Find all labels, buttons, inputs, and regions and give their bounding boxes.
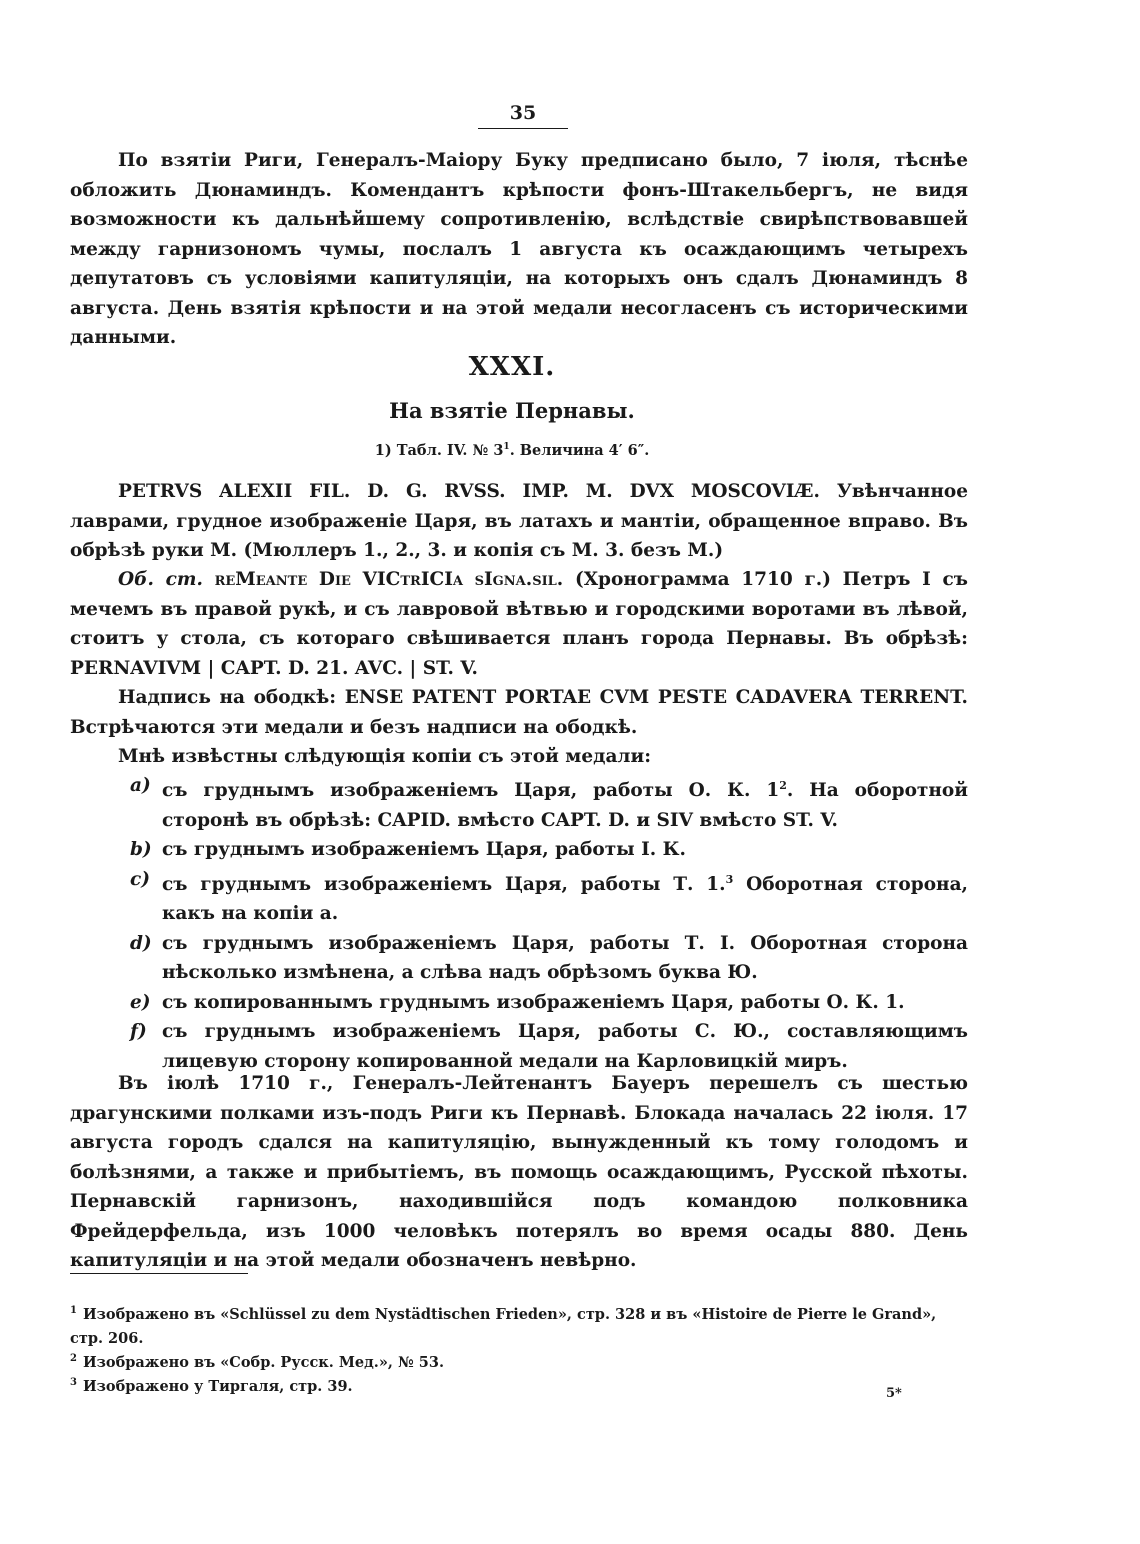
footnote-mark: 3	[70, 1377, 77, 1388]
footnote-mark: 1	[70, 1305, 77, 1316]
reverse-label: Об. ст.	[118, 569, 203, 590]
reverse-legend: reMeante Die VICtrICIa sIgna.sil.	[214, 569, 564, 590]
copy-text: съ груднымъ изображеніемъ Царя, работы Т. 1.	[162, 873, 726, 895]
meta-suffix: . Величина 4′ 6″.	[509, 442, 650, 459]
copy-item	[130, 929, 968, 988]
footnote-1	[70, 1299, 970, 1351]
footnote-3	[70, 1371, 970, 1399]
copy-item	[130, 988, 968, 1018]
intro-paragraph: По взятіи Риги, Генералъ-Маіору Буку предписано было, 7 іюля, тѣснѣе обложить Дюнаминдъ. Комендантъ крѣпости фонъ-Штакельбергъ, не видя возможности къ дальнѣйшему сопротивленію, вслѣдствіе свирѣпствовавшей между гарнизономъ чумы, послалъ 1 августа къ осаждающимъ четырехъ депутатовъ съ условіями капитуляціи, на которыхъ онъ сдалъ Дюнаминдъ 8 августа. День взятія крѣпости и на этой медали несогласенъ съ историческими данными.	[70, 150, 968, 348]
copy-item	[130, 771, 968, 835]
footnote-mark: 2	[70, 1353, 77, 1364]
obverse-paragraph: PETRVS ALEXII FIL. D. G. RVSS. IMP. M. DVX MOSCOVIÆ. Увѣнчанное лаврами, грудное изображеніе Царя, въ латахъ и мантіи, обращенное вправо. Въ обрѣзѣ руки М. (Мюллеръ 1., 2., 3. и копія съ М. 3. безъ М.)	[70, 481, 968, 561]
copy-text: съ груднымъ изображеніемъ Царя, работы Т. І. Оборотная сторона нѣсколько измѣнена, а слѣва надъ обрѣзомъ буква Ю.	[162, 932, 968, 984]
copy-text-continued: Оборотная сторона, какъ на копіи а.	[162, 873, 968, 925]
section-number: XXXI.	[468, 352, 556, 382]
page-number-rule	[478, 128, 568, 129]
printer-signature: 5*	[886, 1386, 902, 1401]
history-paragraph: Въ іюлѣ 1710 г., Генералъ-Лейтенантъ Бауеръ перешелъ съ шестью драгунскими полками изъ-подъ Риги къ Пернавѣ. Блокада началась 22 іюля. 17 августа городъ сдался на капитуляцію, вынужденный къ тому голодомъ и болѣзнями, а также и прибытіемъ, въ помощь осаждающимъ, Русской пѣхоты. Пернавскій гарнизонъ, находившійся подъ командою полковника Фрейдерфельда, изъ 1000 человѣкъ потерялъ во время осады 880. День капитуляціи и на этой медали обозначенъ невѣрно.	[70, 1073, 968, 1271]
copy-footnote-ref: 3	[725, 872, 734, 886]
copy-marker: d)	[130, 932, 152, 954]
copy-footnote-ref: 2	[779, 779, 787, 792]
copy-text: съ груднымъ изображеніемъ Царя, работы О. К. 1	[162, 780, 780, 802]
copy-marker: b)	[130, 839, 152, 861]
copy-item	[130, 1017, 968, 1076]
meta-footnote-ref: 1	[503, 442, 510, 453]
copy-item	[130, 835, 968, 865]
section-title: На взятіе Пернавы.	[389, 398, 635, 423]
copy-text: съ копированнымъ груднымъ изображеніемъ Царя, работы О. К. 1.	[162, 991, 905, 1013]
copy-text: съ груднымъ изображеніемъ Царя, работы І. К.	[162, 839, 686, 861]
copy-text: съ груднымъ изображеніемъ Царя, работы С. Ю., составляющимъ лицевую сторону копированной медали на Карловицкій миръ.	[162, 1021, 968, 1072]
edge-paragraph: Надпись на ободкѣ: ENSE PATENT PORTAE CVM PESTE CADAVERA TERRENT. Встрѣчаются эти медали и безъ надписи на ободкѣ.	[70, 687, 968, 738]
meta-prefix: 1) Табл. IV. № 3	[374, 442, 504, 459]
reverse-paragraph	[70, 565, 968, 683]
copy-marker: f)	[130, 1021, 147, 1043]
copy-marker: a)	[130, 775, 151, 796]
copies-intro: Мнѣ извѣстны слѣдующія копіи съ этой медали:	[118, 746, 652, 767]
section-meta	[0, 442, 1024, 459]
copy-marker: c)	[130, 868, 151, 890]
footnote-rule	[70, 1273, 248, 1274]
copy-text-continued: . На оборотной сторонѣ въ обрѣзѣ: CAPID. вмѣсто CAPT. D. и SIV вмѣсто ST. V.	[162, 780, 968, 831]
footnote-text: Изображено у Тиргаля, стр. 39.	[82, 1377, 353, 1395]
copy-marker: e)	[130, 991, 151, 1013]
copy-item	[130, 865, 968, 929]
copies-list	[130, 771, 968, 1076]
footnote-text: Изображено въ «Собр. Русск. Мед.», № 53.	[82, 1353, 445, 1371]
page-number: 35	[509, 102, 537, 124]
footnote-text: Изображено въ «Schlüssel zu dem Nystädtischen Frieden», стр. 328 и въ «Histoire de Pierre le Grand», стр. 206.	[70, 1305, 937, 1347]
reverse-text: (Хронограмма 1710 г.) Петръ I съ мечемъ въ правой рукѣ, и съ лавровой вѣтвью и городскими воротами въ лѣвой, стоитъ у стола, съ котораго свѣшивается планъ города Пернавы. Въ обрѣзѣ: PERNAVIVM | CAPT. D. 21. AVC. | ST. V.	[70, 569, 968, 679]
